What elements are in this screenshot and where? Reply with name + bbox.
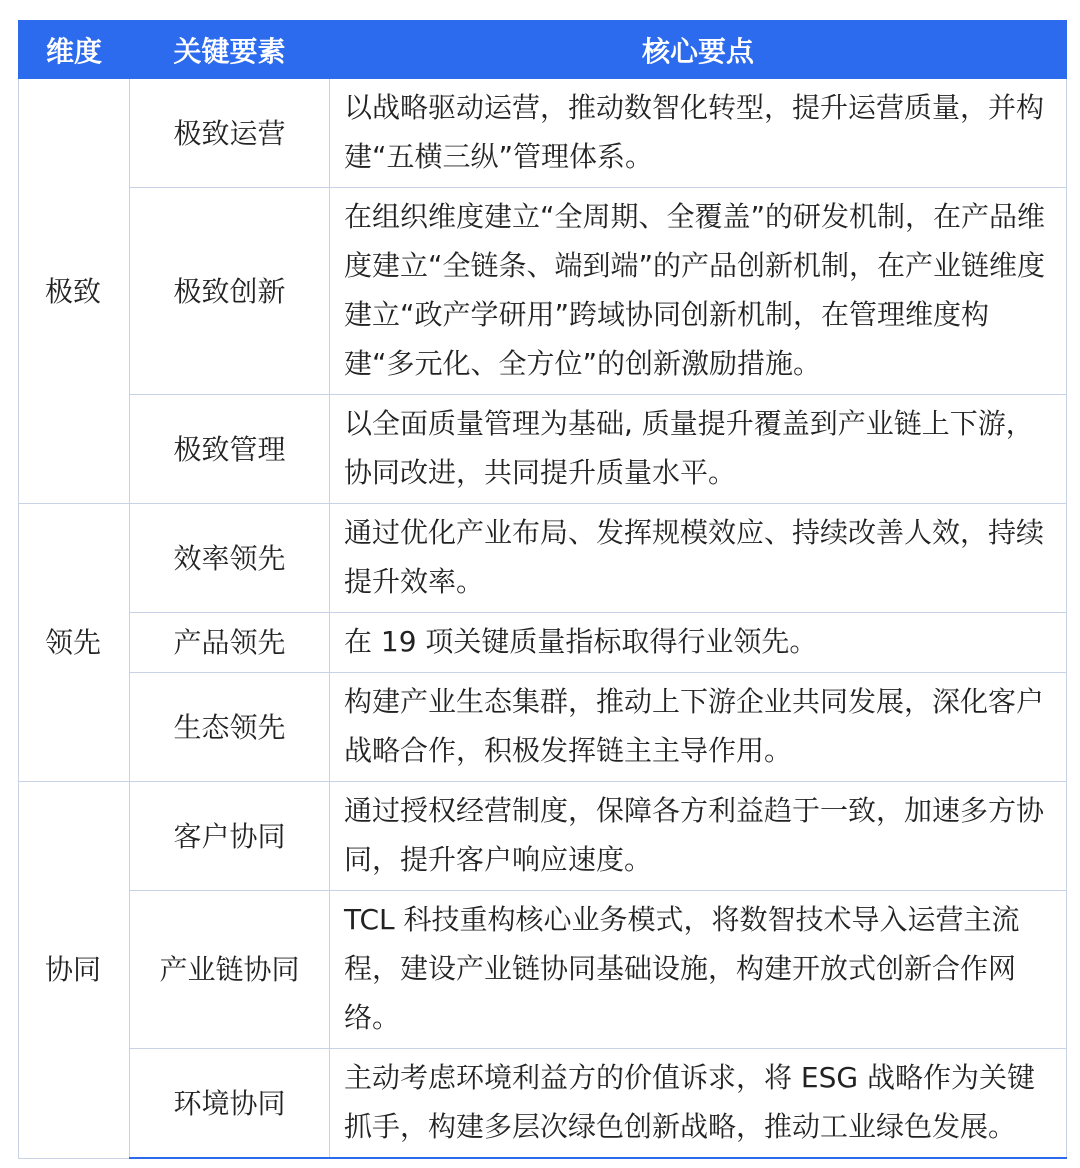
table-row [19, 1049, 1067, 1159]
key-element-cell: 极致管理 [130, 395, 330, 504]
key-element-cell: 客户协同 [130, 782, 330, 891]
core-point-cell: 以战略驱动运营，推动数智化转型，提升运营质量，并构建“五横三纵”管理体系。 [330, 79, 1067, 188]
table-row [19, 395, 1067, 504]
table-row [19, 79, 1067, 188]
dimension-cell: 领先 [19, 504, 130, 782]
core-point-cell: 在组织维度建立“全周期、全覆盖”的研发机制，在产品维度建立“全链条、端到端”的产品创新机制，在产业链维度建立“政产学研用”跨域协同创新机制，在管理维度构建“多元化、全方位”的创新激励措施。 [330, 188, 1067, 395]
core-point-cell: 通过授权经营制度，保障各方利益趋于一致，加速多方协同，提升客户响应速度。 [330, 782, 1067, 891]
dimension-cell: 协同 [19, 782, 130, 1159]
core-point-cell: 以全面质量管理为基础, 质量提升覆盖到产业链上下游，协同改进，共同提升质量水平。 [330, 395, 1067, 504]
table-row [19, 673, 1067, 782]
header-dimension: 维度 [19, 21, 130, 79]
table-row [19, 782, 1067, 891]
dimension-cell: 极致 [19, 79, 130, 504]
core-point-cell: 在 19 项关键质量指标取得行业领先。 [330, 613, 1067, 673]
key-element-cell: 产品领先 [130, 613, 330, 673]
key-elements-table [18, 20, 1067, 1159]
core-point-cell: TCL 科技重构核心业务模式，将数智技术导入运营主流程，建设产业链协同基础设施，构建开放式创新合作网络。 [330, 891, 1067, 1049]
header-row [19, 21, 1067, 79]
key-element-cell: 效率领先 [130, 504, 330, 613]
core-point-cell: 主动考虑环境利益方的价值诉求，将 ESG 战略作为关键抓手，构建多层次绿色创新战略，推动工业绿色发展。 [330, 1049, 1067, 1159]
key-element-cell: 生态领先 [130, 673, 330, 782]
key-element-cell: 极致运营 [130, 79, 330, 188]
table-row [19, 504, 1067, 613]
header-core-point: 核心要点 [330, 21, 1067, 79]
table-row [19, 891, 1067, 1049]
header-key-element: 关键要素 [130, 21, 330, 79]
key-element-cell: 极致创新 [130, 188, 330, 395]
table-row [19, 188, 1067, 395]
key-element-cell: 环境协同 [130, 1049, 330, 1159]
table-row [19, 613, 1067, 673]
core-point-cell: 构建产业生态集群，推动上下游企业共同发展，深化客户战略合作，积极发挥链主主导作用。 [330, 673, 1067, 782]
core-point-cell: 通过优化产业布局、发挥规模效应、持续改善人效，持续提升效率。 [330, 504, 1067, 613]
key-element-cell: 产业链协同 [130, 891, 330, 1049]
